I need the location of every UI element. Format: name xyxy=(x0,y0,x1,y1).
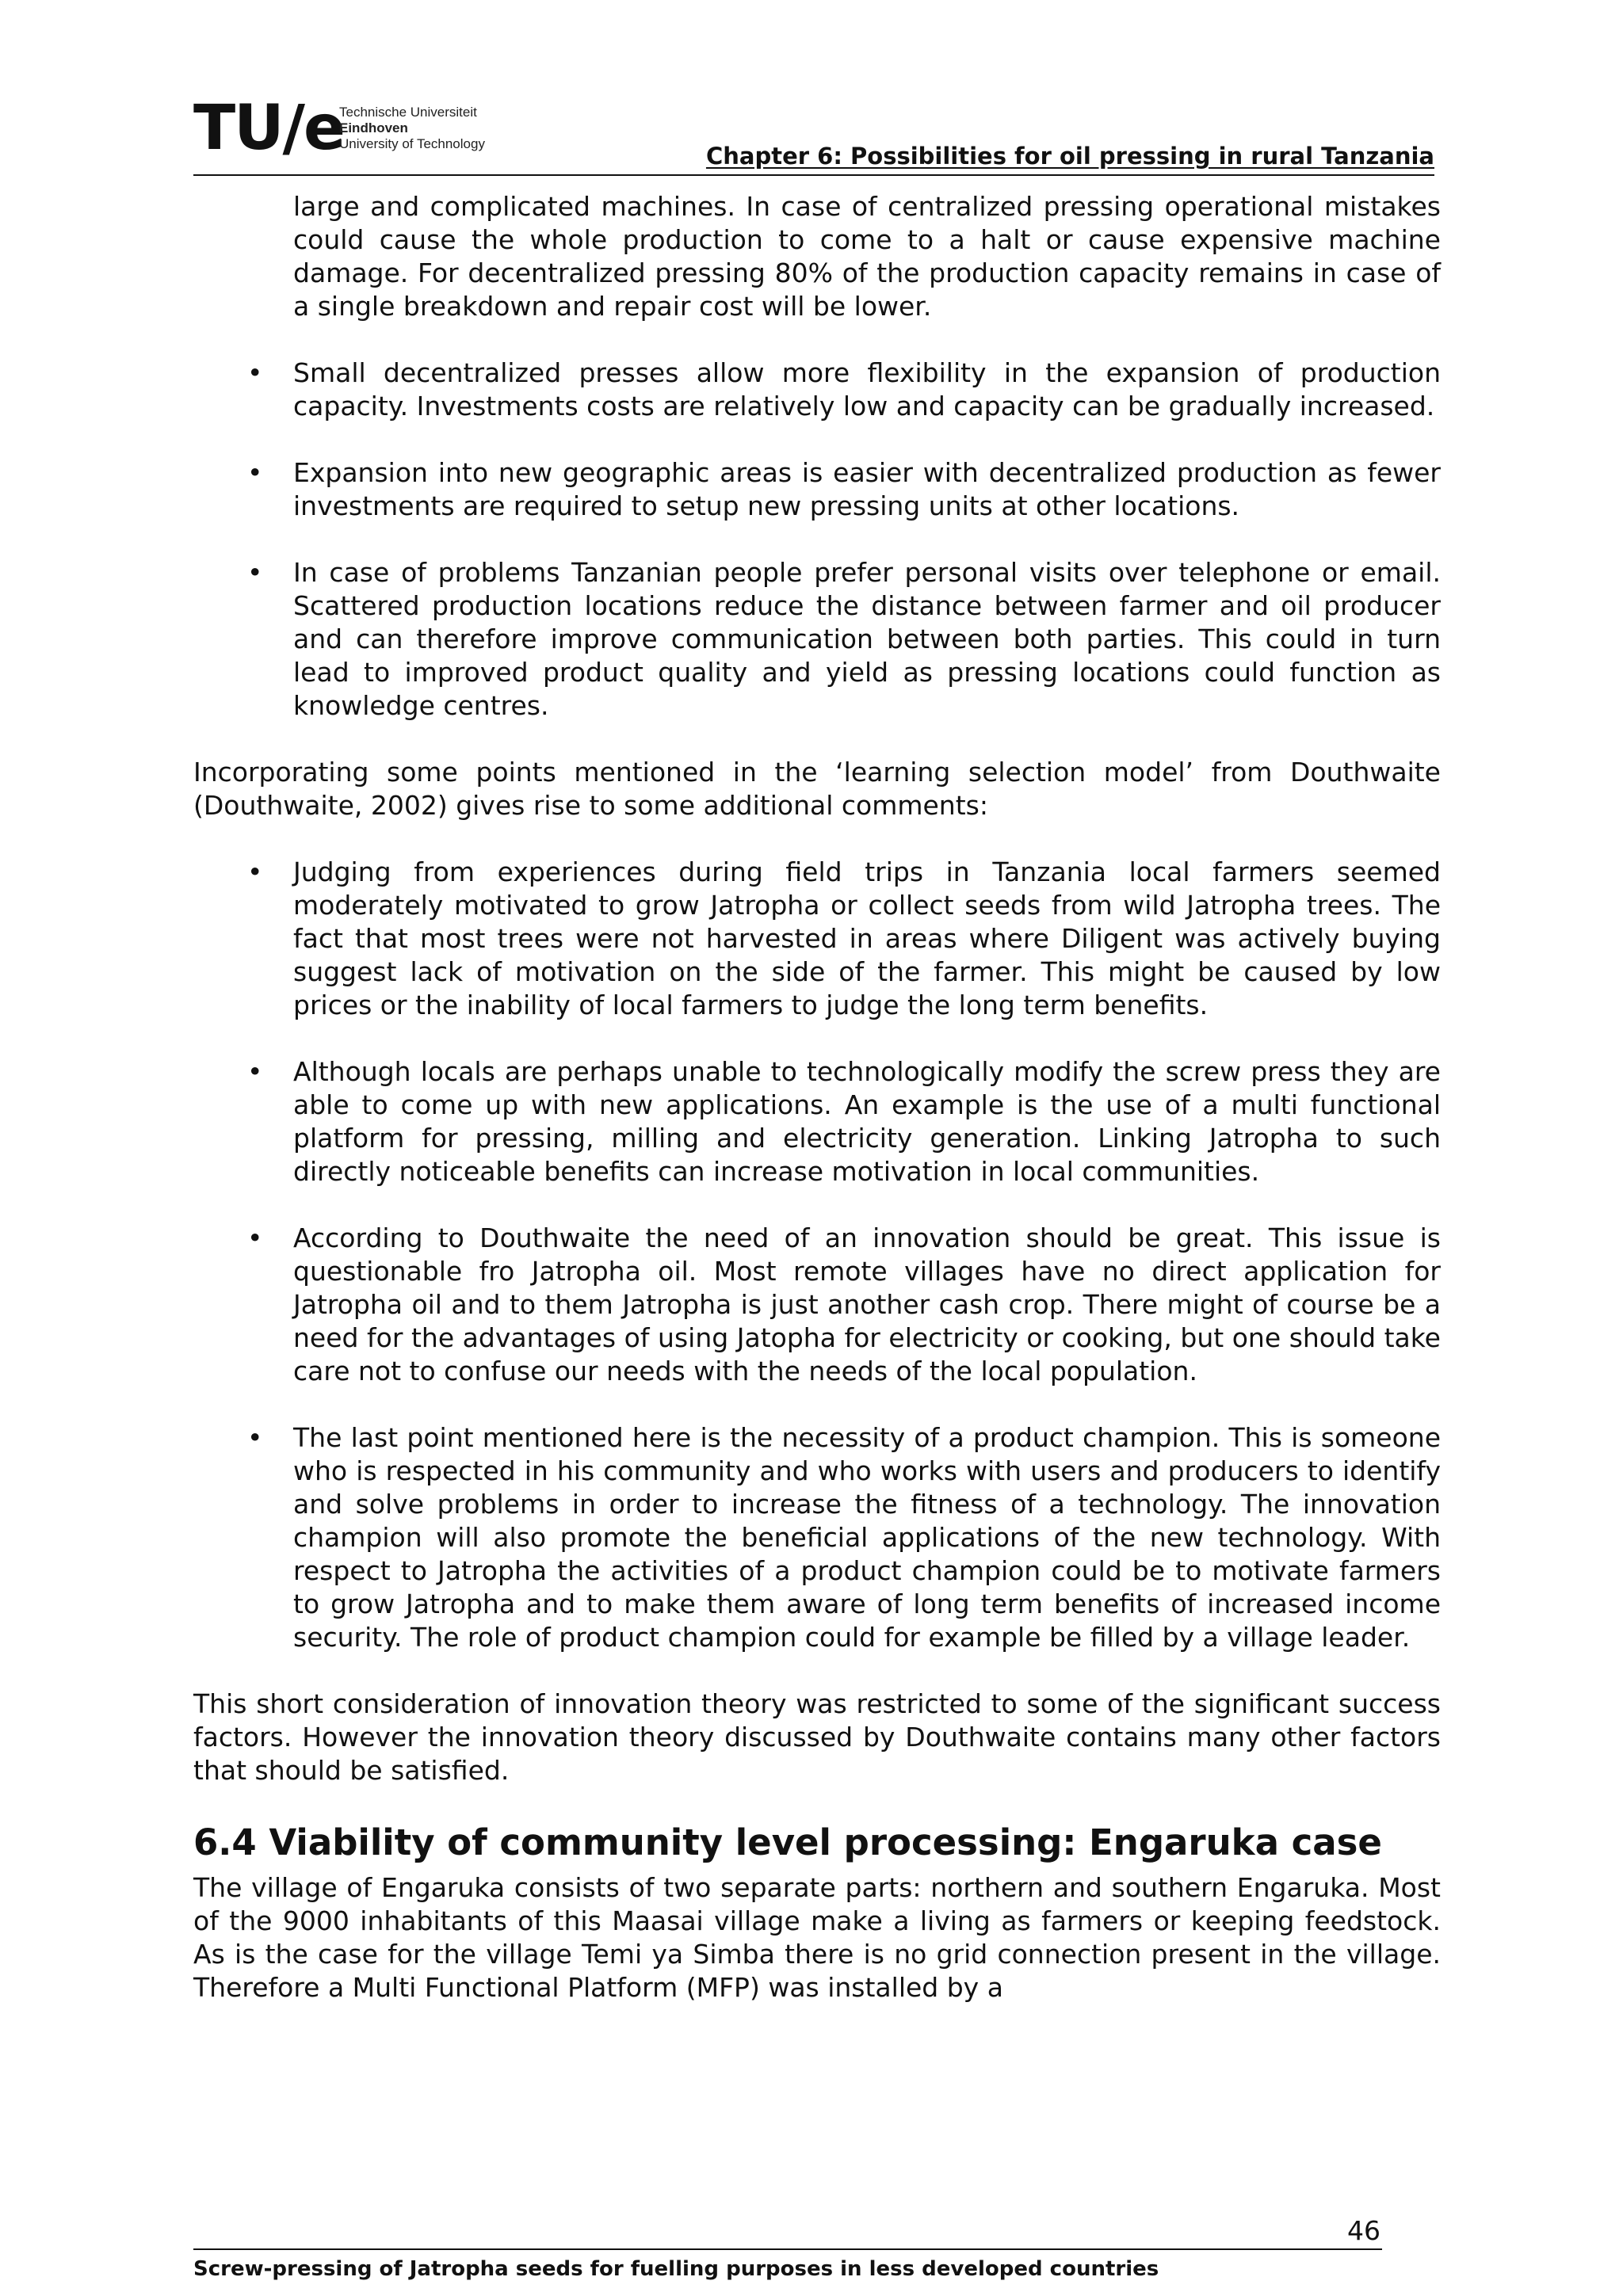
tue-logo xyxy=(193,93,526,170)
list-item-text: Small decentralized presses allow more flexibility in the expansion of production capacity. Investments costs are relatively low and capacity can be gradually increased. xyxy=(293,357,1441,421)
footer-title: Screw-pressing of Jatropha seeds for fuelling purposes in less developed countries xyxy=(193,2257,1159,2281)
bullet-icon: • xyxy=(247,1222,263,1253)
list-item-text: Expansion into new geographic areas is easier with decentralized production as fewer investments are required to setup new pressing units at other locations. xyxy=(293,457,1441,521)
section-heading: 6.4 Viability of community level processing: Engaruka case xyxy=(193,1821,1382,1863)
logo-line-3: University of Technology xyxy=(339,136,485,151)
list-item-text: The last point mentioned here is the necessity of a product champion. This is someone who is respected in his community and who works with users and producers to identify and solve problems in order to increase the fitness of a technology. The innovation champion will also promote the beneficial applications of the new technology. With respect to Jatropha the activities of a product champion could be to motivate farmers to grow Jatropha and to make them aware of long term benefits of increased income security. The role of product champion could for example be filled by a village leader. xyxy=(293,1422,1441,1653)
bullet-icon: • xyxy=(247,357,263,388)
list-item xyxy=(193,556,1441,723)
decentralization-bullet-list xyxy=(193,357,1441,723)
chapter-title: Chapter 6: Possibilities for oil pressing in rural Tanzania xyxy=(705,143,1434,170)
page-content xyxy=(193,190,1441,2004)
intro-continuation-paragraph: large and complicated machines. In case of centralized pressing operational mistakes could cause the whole production to come to a halt or cause expensive machine damage. For decentralized pressing 80% of the production capacity remains in case of a single breakdown and repair cost will be lower. xyxy=(293,191,1441,322)
logo-subtitle xyxy=(339,105,485,152)
list-item xyxy=(193,456,1441,523)
engaruka-paragraph: The village of Engaruka consists of two separate parts: northern and southern Engaruka. Most of the 9000 inhabitants of this Maasai village make a living as farmers or keeping feedstock. As is the case for the village Temi ya Simba there is no grid connection present in the village. Therefore a Multi Functional Platform (MFP) was installed by a xyxy=(193,1872,1441,2003)
bullet-icon: • xyxy=(247,856,263,887)
innovation-bullet-list xyxy=(193,856,1441,1654)
logo-line-1: Technische Universiteit xyxy=(339,105,477,120)
list-item xyxy=(193,856,1441,1022)
learning-model-paragraph: Incorporating some points mentioned in the ‘learning selection model’ from Douthwaite (Douthwaite, 2002) gives rise to some additional comments: xyxy=(193,757,1441,821)
list-item xyxy=(193,1055,1441,1188)
list-item-text: In case of problems Tanzanian people prefer personal visits over telephone or email. Scattered production locations reduce the distance between farmer and oil producer and can therefore improve communication between both parties. This could in turn lead to improved product quality and yield as pressing locations could function as knowledge centres. xyxy=(293,557,1441,721)
consideration-paragraph: This short consideration of innovation theory was restricted to some of the significant success factors. However the innovation theory discussed by Douthwaite contains many other factors that should be satisfied. xyxy=(193,1688,1441,1786)
logo-wordmark: TU/e xyxy=(193,93,344,164)
list-item-text: According to Douthwaite the need of an innovation should be great. This issue is questionable fro Jatropha oil. Most remote villages have no direct application for Jatropha oil and to them Jatropha is just another cash crop. There might of course be a need for the advantages of using Jatopha for electricity or cooking, but one should take care not to confuse our needs with the needs of the local population. xyxy=(293,1222,1441,1386)
page-number: 46 xyxy=(1347,2215,1381,2246)
list-item xyxy=(193,1421,1441,1654)
footer-rule xyxy=(193,2248,1382,2250)
logo-line-2: Eindhoven xyxy=(339,120,408,135)
list-item xyxy=(193,357,1441,423)
list-item xyxy=(193,1222,1441,1388)
bullet-icon: • xyxy=(247,557,263,588)
bullet-icon: • xyxy=(247,457,263,488)
list-item-text: Judging from experiences during field trips in Tanzania local farmers seemed moderately motivated to grow Jatropha or collect seeds from wild Jatropha trees. The fact that most trees were not harvested in areas where Diligent was actively buying suggest lack of motivation on the side of the farmer. This might be caused by low prices or the inability of local farmers to judge the long term benefits. xyxy=(293,856,1441,1020)
list-item-text: Although locals are perhaps unable to technologically modify the screw press they are able to come up with new applications. An example is the use of a multi functional platform for pressing, milling and electricity generation. Linking Jatropha to such directly noticeable benefits can increase motivation in local communities. xyxy=(293,1056,1441,1187)
bullet-icon: • xyxy=(247,1422,263,1453)
header-rule xyxy=(193,174,1434,176)
bullet-icon: • xyxy=(247,1056,263,1087)
